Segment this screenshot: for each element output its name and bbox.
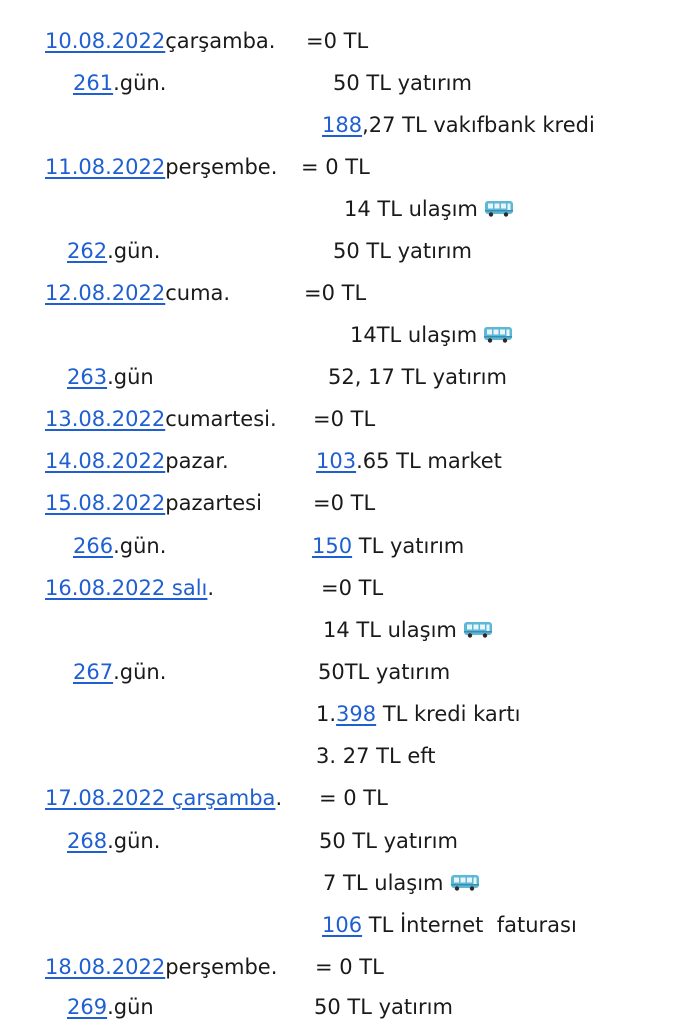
day-counter (73, 655, 166, 689)
expense-item (319, 824, 458, 858)
expense-label: ,27 TL vakıfbank kredi (362, 113, 595, 137)
weekday-label: çarşamba. (165, 29, 276, 53)
expense-amount: 3. (316, 744, 337, 768)
weekday-label: cumartesi. (165, 407, 277, 431)
date-line (45, 571, 214, 605)
expense-amount: 14 (344, 197, 371, 221)
expense-item (322, 108, 595, 142)
date-line (45, 444, 229, 478)
date-line (45, 276, 230, 310)
day-suffix: .gün. (113, 71, 167, 95)
expense-item (318, 655, 450, 689)
expense-label: 27 TL eft (336, 744, 436, 768)
date-link[interactable]: 12.08.2022 (45, 281, 166, 305)
date-line (45, 950, 277, 984)
expense-item (328, 360, 507, 394)
expense-label: TL yatırım (345, 829, 458, 853)
expense-amount: 7 (323, 871, 337, 895)
day-suffix: .gün (107, 365, 154, 389)
expense-item (333, 66, 472, 100)
day-number-link[interactable]: 263 (67, 365, 108, 389)
day-number-link[interactable]: 269 (67, 995, 108, 1019)
amount-link[interactable]: 150 (312, 534, 353, 558)
expense-amount: 52, (328, 365, 362, 389)
amount-prefix: 1. (316, 702, 337, 726)
date-line (45, 486, 262, 520)
day-counter (67, 990, 154, 1024)
daily-total: =0 TL (313, 407, 376, 431)
bus-icon (463, 621, 493, 638)
expense-item (312, 529, 464, 563)
weekday-label: perşembe. (165, 955, 278, 979)
weekday-label: . (207, 576, 215, 600)
amount-link[interactable]: 103 (316, 449, 357, 473)
day-number-link[interactable]: 262 (67, 239, 108, 263)
weekday-label: perşembe. (165, 155, 278, 179)
date-link[interactable]: 11.08.2022 (45, 155, 166, 179)
day-counter (67, 824, 160, 858)
daily-total: = 0 TL (319, 786, 388, 810)
day-number-link[interactable]: 266 (73, 534, 114, 558)
expense-label: TL yatırım (352, 534, 465, 558)
amount-link[interactable]: 398 (336, 702, 377, 726)
expense-label: TL kredi kartı (376, 702, 521, 726)
expense-amount: 50 (319, 829, 346, 853)
day-suffix: .gün. (113, 534, 167, 558)
amount-link[interactable]: 106 (322, 913, 363, 937)
expense-item (333, 234, 472, 268)
date-link[interactable]: 15.08.2022 (45, 491, 166, 515)
date-line (45, 781, 282, 815)
expense-label: TL yatırım (359, 239, 472, 263)
weekday-label: pazartesi (165, 491, 262, 515)
expense-item (316, 697, 520, 731)
day-number-link[interactable]: 268 (67, 829, 108, 853)
expense-item (322, 908, 577, 942)
day-suffix: .gün (107, 995, 154, 1019)
expense-item (323, 866, 480, 900)
date-link[interactable]: 10.08.2022 (45, 29, 166, 53)
expense-item (316, 739, 436, 773)
expense-label: TL ulaşım (370, 197, 478, 221)
expense-label: TL ulaşım (349, 618, 457, 642)
expense-label: TL ulaşım (336, 871, 444, 895)
expense-amount: 14 (323, 618, 350, 642)
weekday-label: pazar. (165, 449, 229, 473)
expense-label: .65 TL market (356, 449, 502, 473)
expense-item (344, 192, 514, 226)
daily-total: = 0 TL (301, 155, 370, 179)
expense-item (323, 613, 493, 647)
day-counter (67, 234, 160, 268)
date-line (45, 402, 277, 436)
bus-icon (483, 326, 513, 343)
date-link[interactable]: 18.08.2022 (45, 955, 166, 979)
daily-total: =0 TL (321, 576, 384, 600)
date-line (45, 24, 275, 58)
day-counter (73, 66, 166, 100)
expense-amount: 50 (318, 660, 345, 684)
expense-item (350, 318, 513, 352)
day-suffix: .gün. (113, 660, 167, 684)
bus-icon (484, 200, 514, 217)
date-link[interactable]: 17.08.2022 çarşamba (45, 786, 276, 810)
expense-label: TL yatırım (340, 995, 453, 1019)
day-number-link[interactable]: 261 (73, 71, 114, 95)
expense-label: TL İnternet faturası (362, 913, 577, 937)
expense-amount: 50 (333, 239, 360, 263)
weekday-label: cuma. (165, 281, 231, 305)
expense-amount: 50 (314, 995, 341, 1019)
date-link[interactable]: 13.08.2022 (45, 407, 166, 431)
expense-label: TL ulaşım (376, 323, 478, 347)
date-link[interactable]: 14.08.2022 (45, 449, 166, 473)
expense-label: TL yatırım (344, 660, 451, 684)
weekday-label: . (275, 786, 283, 810)
amount-link[interactable]: 188 (322, 113, 363, 137)
daily-total: =0 TL (313, 491, 376, 515)
expense-label: TL yatırım (359, 71, 472, 95)
day-number-link[interactable]: 267 (73, 660, 114, 684)
expense-item (316, 444, 502, 478)
expense-amount: 14 (350, 323, 377, 347)
day-suffix: .gün. (107, 829, 161, 853)
expense-amount: 50 (333, 71, 360, 95)
expense-label: 17 TL yatırım (361, 365, 507, 389)
daily-total: = 0 TL (315, 955, 384, 979)
date-line (45, 150, 277, 184)
day-suffix: .gün. (107, 239, 161, 263)
expense-item (314, 990, 453, 1024)
daily-total: =0 TL (306, 29, 369, 53)
day-counter (73, 529, 166, 563)
bus-icon (450, 874, 480, 891)
daily-total: =0 TL (304, 281, 367, 305)
day-counter (67, 360, 154, 394)
date-link[interactable]: 16.08.2022 salı (45, 576, 208, 600)
